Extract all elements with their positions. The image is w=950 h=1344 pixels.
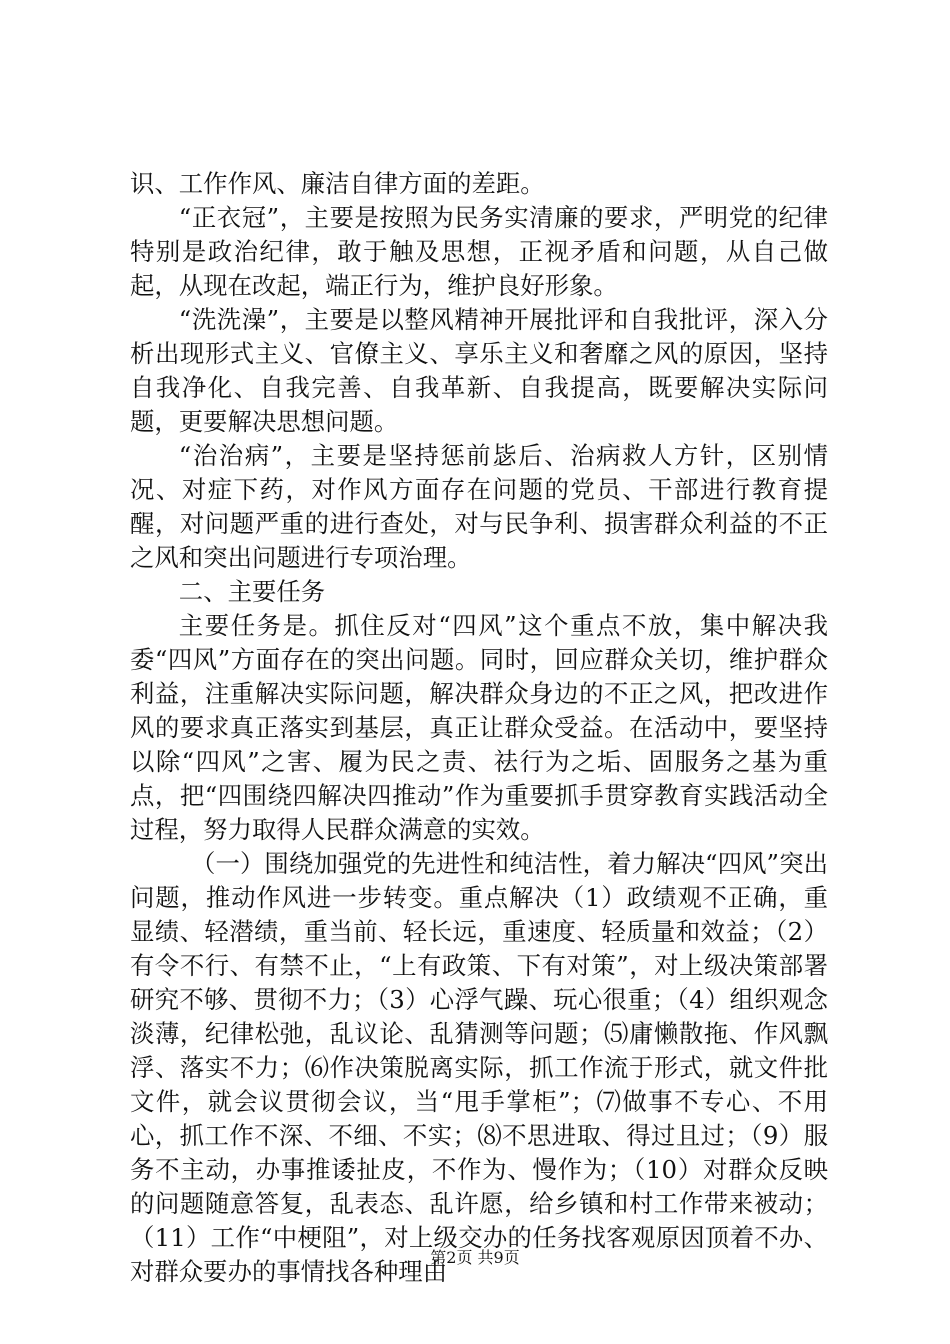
section-heading-main-tasks: 二、主要任务 [178, 577, 326, 606]
paragraph-main-tasks: 主要任务是。抓住反对“四风”这个重点不放，集中解决我委“四风”方面存在的突出问题。同时，回应群众关切，维护群众利益，注重解决实际问题，解决群众身边的不正之风，把改进作风的要求真正落实到基层，真正让群众受益。在活动中，要坚持以除“四风”之害、履为民之责、祛行为之垢、固服务之基为重点，把“四围绕四解决四推动”作为重要抓手贯穿教育实践活动全过程，努力取得人民群众满意的实效。 [130, 611, 828, 844]
paragraph-xi-xi-zao: “洗洗澡”，主要是以整风精神开展批评和自我批评，深入分析出现形式主义、官僚主义、享乐主义和奢靡之风的原因，坚持自我净化、自我完善、自我革新、自我提高，既要解决实际问题，更要解决思想问题。 [130, 305, 828, 436]
paragraph-zhi-zhi-bing: “治治病”，主要是坚持惩前毖后、治病救人方针，区别情况、对症下药，对作风方面存在问题的党员、干部进行教育提醒，对问题严重的进行查处，对与民争利、损害群众利益的不正之风和突出问题进行专项治理。 [130, 441, 828, 572]
document-body [130, 167, 828, 1289]
paragraph-continuation: 识、工作作风、廉洁自律方面的差距。 [130, 169, 545, 198]
page-footer: 第2页 共9页 [430, 1248, 520, 1267]
paragraph-zheng-yi-guan: “正衣冠”，主要是按照为民务实清廉的要求，严明党的纪律特别是政治纪律，敢于触及思想，正视矛盾和问题，从自己做起，从现在改起，端正行为，维护良好形象。 [130, 203, 828, 300]
paragraph-item-one: （一）围绕加强党的先进性和纯洁性，着力解决“四风”突出问题，推动作风进一步转变。重点解决（1）政绩观不正确，重显绩、轻潜绩，重当前、轻长远，重速度、轻质量和效益；（2）有令不行、有禁不止，“上有政策、下有对策”，对上级决策部署研究不够、贯彻不力；（3）心浮气躁、玩心很重；（4）组织观念淡薄，纪律松弛，乱议论、乱猜测等问题；⑸庸懒散拖、作风飘浮、落实不力；⑹作决策脱离实际，抓工作流于形式，就文件批文件，就会议贯彻会议，当“甩手掌柜”；⑺做事不专心、不用心，抓工作不深、不细、不实；⑻不思进取、得过且过；（9）服务不主动，办事推诿扯皮，不作为、慢作为；（10）对群众反映的问题随意答复，乱表态、乱许愿，给乡镇和村工作带来被动；（11）工作“中梗阻”，对上级交办的任务找客观原因顶着不办、对群众要办的事情找各种理由 [130, 849, 828, 1286]
